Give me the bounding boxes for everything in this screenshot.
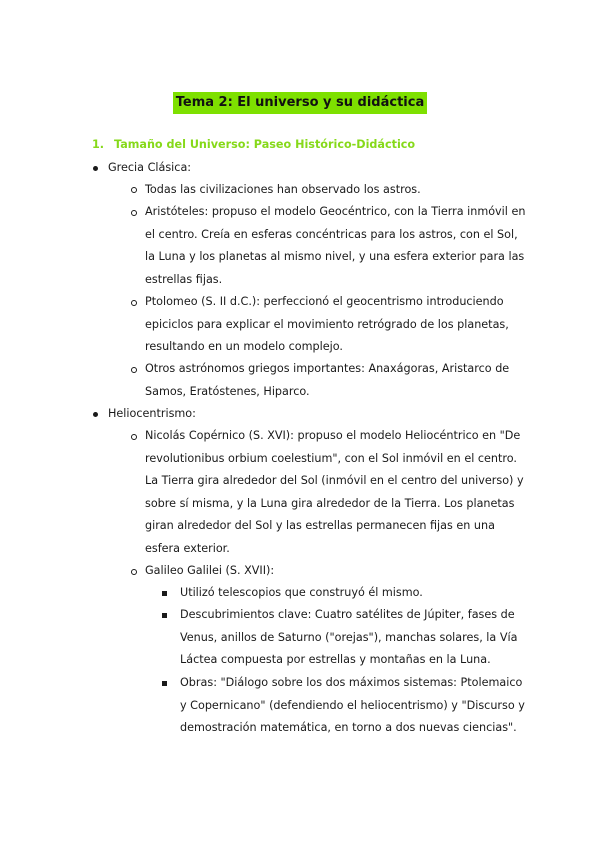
title-wrapper — [0, 91, 600, 114]
galileo-sub-2: Descubrimientos clave: Cuatro satélites de Júpiter, fases de Venus, anillos de Saturno ("orejas"), manchas solares, la Vía Láctea compuesta por estrellas y montañas en la Luna. — [180, 608, 518, 666]
bullet-circle-icon — [131, 210, 137, 216]
greece-label: Grecia Clásica: — [108, 161, 192, 174]
bullet-circle-icon — [131, 434, 137, 440]
bullet-dot-icon — [93, 412, 98, 417]
greece-item-4: Otros astrónomos griegos importantes: Anaxágoras, Aristarco de Samos, Eratóstenes, Hiparco. — [145, 362, 510, 398]
galileo-sub-1: Utilizó telescopios que construyó él mismo. — [180, 586, 423, 599]
greece-item-3: Ptolomeo (S. II d.C.): perfeccionó el geocentrismo introduciendo epiciclos para explicar el movimiento retrógrado de los planetas, resultando en un modelo complejo. — [145, 295, 509, 353]
galileo-sub-3: Obras: "Diálogo sobre los dos máximos sistemas: Ptolemaico y Copernicano" (defendiendo el heliocentrismo) y "Discurso y demostración matemática, en torno a dos nuevas ciencias". — [180, 676, 525, 734]
bullet-circle-icon — [131, 300, 137, 306]
page-title: Tema 2: El universo y su didáctica — [173, 92, 428, 114]
bullet-circle-icon — [131, 367, 137, 373]
bullet-square-icon — [162, 591, 167, 596]
bullet-circle-icon — [131, 569, 137, 575]
bullet-circle-icon — [131, 187, 137, 193]
section-heading-text: Tamaño del Universo: Paseo Histórico-Didáctico — [114, 138, 416, 151]
bullet-square-icon — [162, 681, 167, 686]
section-heading — [92, 137, 415, 153]
greece-item-1: Todas las civilizaciones han observado los astros. — [145, 183, 421, 196]
bullet-square-icon — [162, 613, 167, 618]
bullet-dot-icon — [93, 166, 98, 171]
section-number: 1. — [92, 138, 105, 151]
greece-item-2: Aristóteles: propuso el modelo Geocéntrico, con la Tierra inmóvil en el centro. Creía en esferas concéntricas para los astros, con el Sol, la Luna y los planetas al mismo nivel, y una esfera exterior para las estrellas fijas. — [145, 205, 526, 286]
helio-label: Heliocentrismo: — [108, 407, 196, 420]
copernico-item: Nicolás Copérnico (S. XVI): propuso el modelo Heliocéntrico en "De revolutionibus orbium coelestium", con el Sol inmóvil en el centro. La Tierra gira alrededor del Sol (inmóvil en el centro del universo) y sobre sí misma, y la Luna gira alrededor de la Tierra. Los planetas giran alrededor del Sol y las estrellas permanecen fijas en una esfera exterior. — [145, 429, 524, 555]
galileo-item: Galileo Galilei (S. XVII): — [145, 564, 275, 577]
